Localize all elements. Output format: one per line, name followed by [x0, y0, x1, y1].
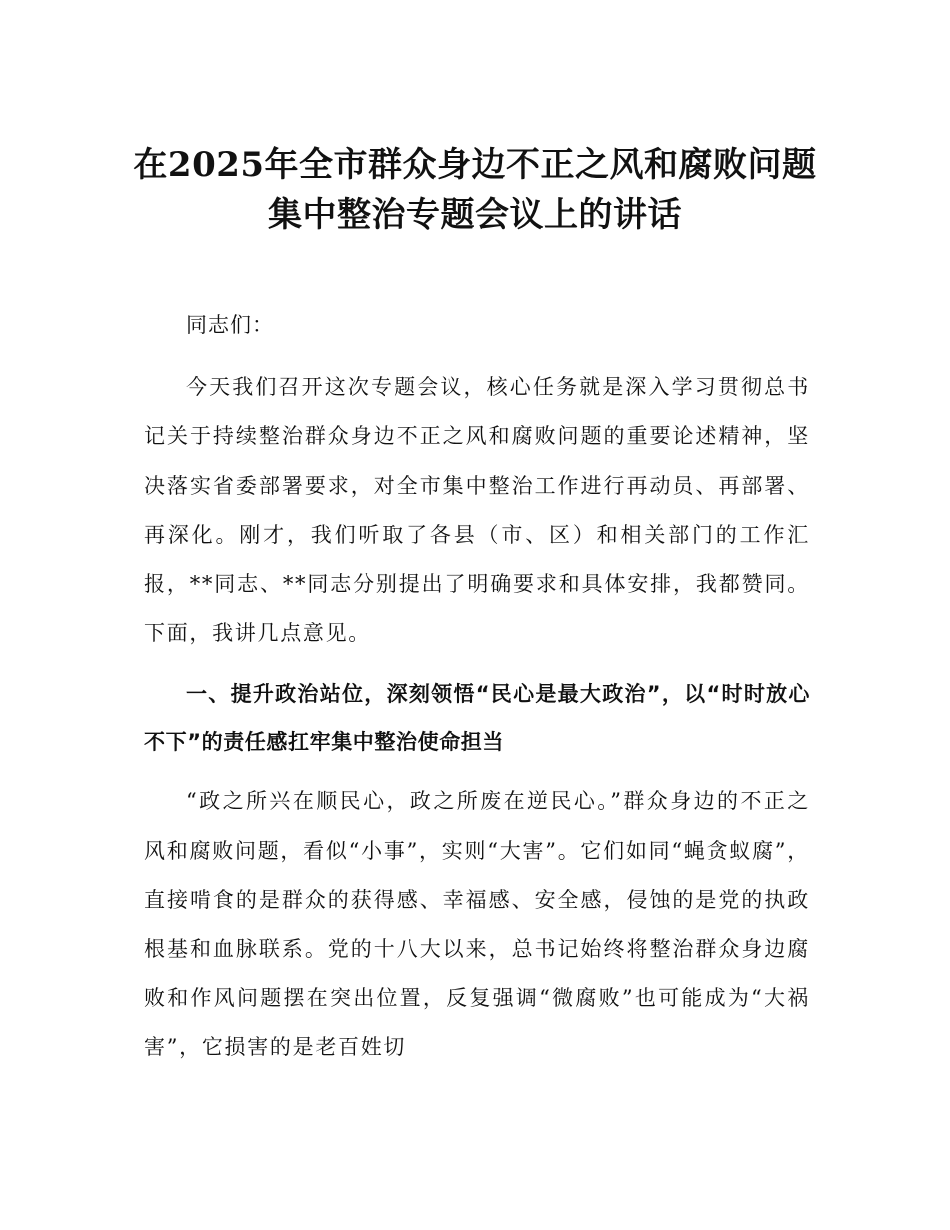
section-1-heading: 一、提升政治站位，深刻领悟“民心是最大政治”，以“时时放心不下”的责任感扛牢集中整治使命担当 [144, 682, 810, 755]
paragraph-2: “政之所兴在顺民心，政之所废在逆民心。”群众身边的不正之风和腐败问题，看似“小事”，实则“大害”。它们如同“蝇贪蚁腐”，直接啃食的是群众的获得感、幸福感、安全感，侵蚀的是党的执政根基和血脉联系。党的十八大以来，总书记始终将整治群众身边腐败和作风问题摆在突出位置，反复强调“微腐败”也可能成为“大祸害”，它损害的是老百姓切 [144, 789, 810, 1060]
title-line-2: 集中整治专题会议上的讲话 [268, 194, 682, 235]
document-title [120, 140, 830, 240]
document-body [144, 301, 810, 1073]
greeting: 同志们： [186, 313, 274, 337]
paragraph-1: 今天我们召开这次专题会议，核心任务就是深入学习贯彻总书记关于持续整治群众身边不正之风和腐败问题的重要论述精神，坚决落实省委部署要求，对全市集中整治工作进行再动员、再部署、再深化。刚才，我们听取了各县（市、区）和相关部门的工作汇报，**同志、**同志分别提出了明确要求和具体安排，我都赞同。下面，我讲几点意见。 [144, 375, 810, 646]
title-line-1: 在2025年全市群众身边不正之风和腐败问题 [133, 144, 817, 185]
